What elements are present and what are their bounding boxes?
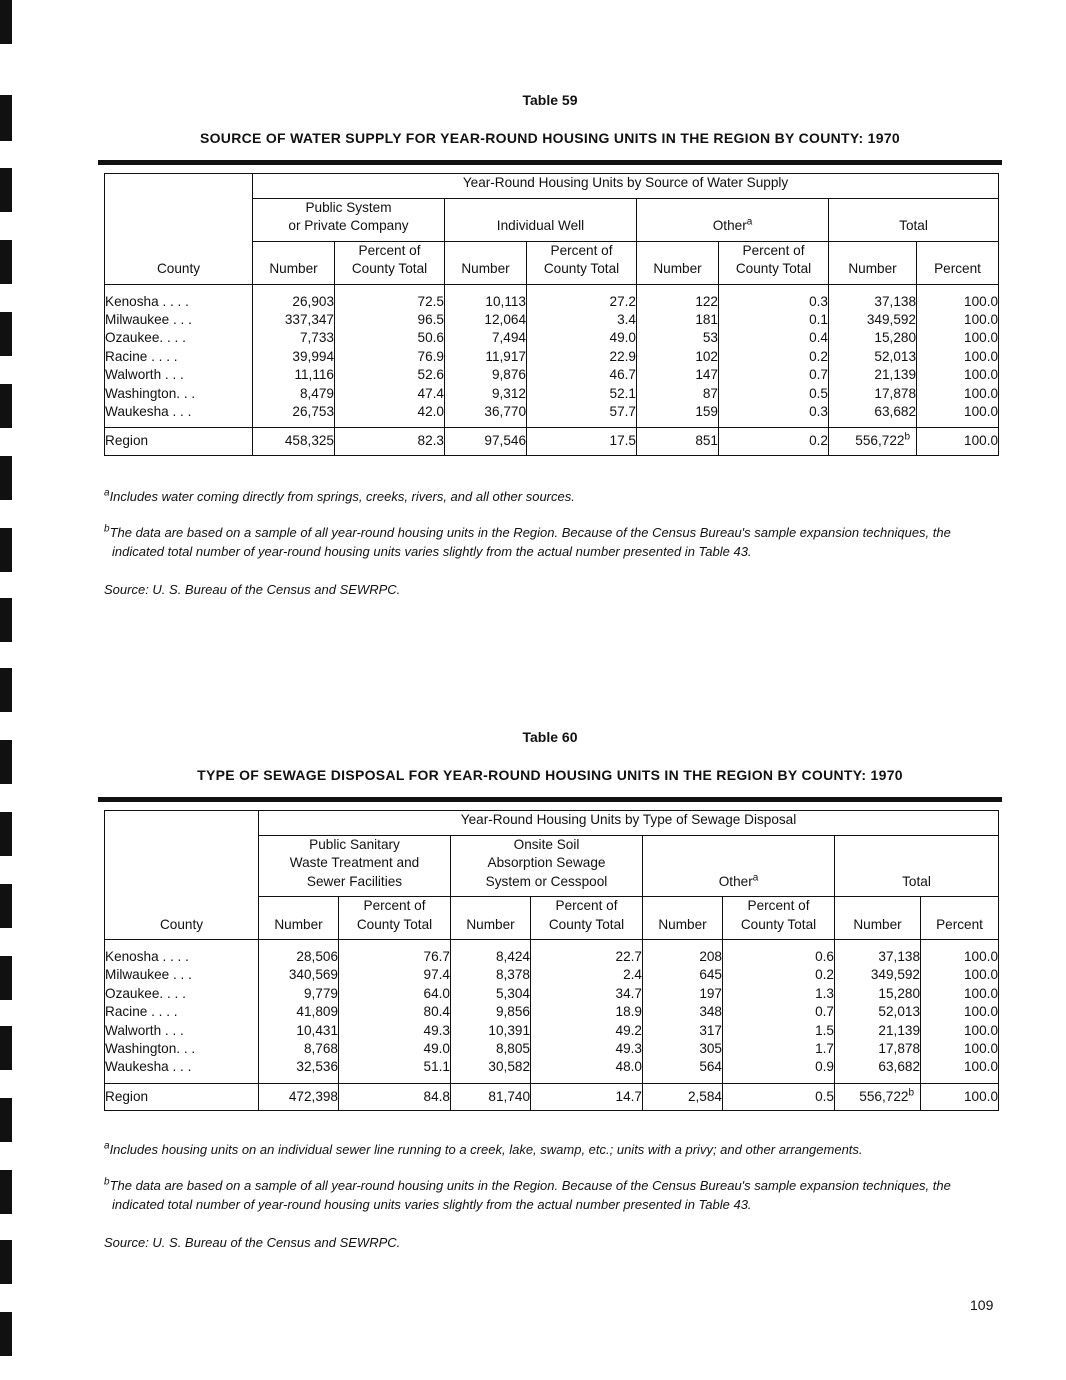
- table-60-label: Table 60: [522, 729, 578, 745]
- col-header-percent-county: Percent of County Total: [339, 897, 451, 940]
- cell-value: 49.0: [527, 329, 637, 347]
- cell-value: 340,569: [259, 966, 339, 984]
- table-60-notes: [104, 1140, 1004, 1252]
- category-header-onsite-soil: Onsite Soil Absorption Sewage System or Cesspool: [451, 835, 643, 897]
- cell-value: 100.0: [921, 1022, 999, 1040]
- cell-value: 0.6: [723, 940, 835, 967]
- cell-value: 17.5: [527, 428, 637, 455]
- col-header-percent-county: Percent of County Total: [723, 897, 835, 940]
- cell-value: 3.4: [527, 311, 637, 329]
- table-row: [105, 1040, 999, 1058]
- cell-value: 17,878: [829, 385, 917, 403]
- table-row: [105, 1058, 999, 1083]
- cell-value: 564: [643, 1058, 723, 1083]
- county-name: Racine . . . .: [105, 1003, 259, 1021]
- cell-value: 8,479: [253, 385, 335, 403]
- cell-value: 100.0: [921, 1040, 999, 1058]
- cell-value: 8,768: [259, 1040, 339, 1058]
- col-header-number: Number: [643, 897, 723, 940]
- col-header-number: Number: [253, 241, 335, 284]
- cell-value: 2.4: [531, 966, 643, 984]
- category-header-total: Total: [835, 835, 999, 897]
- table-60: [98, 729, 1002, 1111]
- cell-value: 208: [643, 940, 723, 967]
- table-row: [105, 366, 999, 384]
- cell-value: 48.0: [531, 1058, 643, 1083]
- cell-value: 348: [643, 1003, 723, 1021]
- table-60-title: TYPE OF SEWAGE DISPOSAL FOR YEAR-ROUND HOUSING UNITS IN THE REGION BY COUNTY: 1970: [197, 767, 903, 783]
- cell-value: 851: [637, 428, 719, 455]
- cell-value: 159: [637, 403, 719, 428]
- cell-value: 26,753: [253, 403, 335, 428]
- cell-value: 100.0: [917, 329, 999, 347]
- category-header-well: Individual Well: [445, 198, 637, 241]
- county-name: Walworth . . .: [105, 366, 253, 384]
- cell-value: 52,013: [835, 1003, 921, 1021]
- cell-value: 0.2: [719, 348, 829, 366]
- cell-value: 30,582: [451, 1058, 531, 1083]
- table-60-grid: [104, 810, 999, 1111]
- cell-value: 52.1: [527, 385, 637, 403]
- cell-value: 1.7: [723, 1040, 835, 1058]
- table-row: [105, 403, 999, 428]
- county-name: Washington. . .: [105, 1040, 259, 1058]
- cell-value: 556,722$^b$: [829, 428, 917, 455]
- col-header-number: Number: [259, 897, 339, 940]
- cell-value: 21,139: [829, 366, 917, 384]
- cell-value: 63,682: [829, 403, 917, 428]
- category-header-other: Other$^a$: [637, 198, 829, 241]
- cell-value: 49.3: [339, 1022, 451, 1040]
- county-name: Kenosha . . . .: [105, 940, 259, 967]
- cell-value: 36,770: [445, 403, 527, 428]
- table-row: [105, 1003, 999, 1021]
- cell-value: 22.9: [527, 348, 637, 366]
- cell-value: 14.7: [531, 1083, 643, 1110]
- category-header-public: Public System or Private Company: [253, 198, 445, 241]
- footnote-a: $^a$Includes water coming directly from springs, creeks, rivers, and all other sources.: [104, 487, 575, 504]
- cell-value: 100.0: [921, 966, 999, 984]
- col-header-percent: Percent: [921, 897, 999, 940]
- cell-value: 100.0: [917, 403, 999, 428]
- cell-value: 34.7: [531, 985, 643, 1003]
- table-59-notes: [104, 487, 1004, 599]
- cell-value: 0.3: [719, 403, 829, 428]
- cell-value: 0.3: [719, 284, 829, 311]
- cell-value: 100.0: [917, 366, 999, 384]
- cell-value: 197: [643, 985, 723, 1003]
- cell-value: 76.7: [339, 940, 451, 967]
- cell-value: 305: [643, 1040, 723, 1058]
- cell-value: 39,994: [253, 348, 335, 366]
- cell-value: 76.9: [335, 348, 445, 366]
- table-row: [105, 940, 999, 967]
- cell-value: 317: [643, 1022, 723, 1040]
- cell-value: 122: [637, 284, 719, 311]
- cell-value: 17,878: [835, 1040, 921, 1058]
- cell-value: 11,116: [253, 366, 335, 384]
- table-row: [105, 284, 999, 311]
- cell-value: 0.2: [719, 428, 829, 455]
- cell-value: 0.1: [719, 311, 829, 329]
- cell-value: 26,903: [253, 284, 335, 311]
- county-name: Racine . . . .: [105, 348, 253, 366]
- cell-value: 0.5: [719, 385, 829, 403]
- category-header-total: Total: [829, 198, 999, 241]
- table-row: [105, 385, 999, 403]
- cell-value: 100.0: [921, 1083, 999, 1110]
- cell-value: 53: [637, 329, 719, 347]
- cell-value: 181: [637, 311, 719, 329]
- cell-value: 87: [637, 385, 719, 403]
- cell-value: 337,347: [253, 311, 335, 329]
- cell-value: 8,378: [451, 966, 531, 984]
- source-note: Source: U. S. Bureau of the Census and SEWRPC.: [104, 1235, 401, 1250]
- cell-value: 0.2: [723, 966, 835, 984]
- cell-value: 9,856: [451, 1003, 531, 1021]
- table-59-rule: [98, 160, 1002, 165]
- cell-value: 556,722$^b$: [835, 1083, 921, 1110]
- cell-value: 49.2: [531, 1022, 643, 1040]
- cell-value: 11,917: [445, 348, 527, 366]
- table-59: [98, 92, 1002, 456]
- footnote-b: $^b$The data are based on a sample of all year-round housing units in the Region. Because of the Census Bureau's sample expansion techniques, the indicated total number of year-round housing units varies slightly from the actual number presented in Table 43.: [104, 523, 951, 559]
- cell-value: 52,013: [829, 348, 917, 366]
- cell-value: 28,506: [259, 940, 339, 967]
- cell-value: 9,779: [259, 985, 339, 1003]
- cell-value: 32,536: [259, 1058, 339, 1083]
- col-header-number: Number: [835, 897, 921, 940]
- county-header: County: [105, 174, 253, 285]
- cell-value: 100.0: [917, 348, 999, 366]
- col-header-percent: Percent: [917, 241, 999, 284]
- county-header: County: [105, 811, 259, 940]
- cell-value: 9,312: [445, 385, 527, 403]
- cell-value: 41,809: [259, 1003, 339, 1021]
- cell-value: 15,280: [835, 985, 921, 1003]
- cell-value: 100.0: [917, 385, 999, 403]
- cell-value: 46.7: [527, 366, 637, 384]
- cell-value: 18.9: [531, 1003, 643, 1021]
- category-header-public-sanitary: Public Sanitary Waste Treatment and Sewer Facilities: [259, 835, 451, 897]
- cell-value: 10,113: [445, 284, 527, 311]
- region-total-row: [105, 1083, 999, 1110]
- table-row: [105, 1022, 999, 1040]
- cell-value: 51.1: [339, 1058, 451, 1083]
- cell-value: 1.5: [723, 1022, 835, 1040]
- county-name: Milwaukee . . .: [105, 311, 253, 329]
- cell-value: 102: [637, 348, 719, 366]
- cell-value: 37,138: [835, 940, 921, 967]
- source-note: Source: U. S. Bureau of the Census and SEWRPC.: [104, 582, 401, 597]
- binding-margin-marks: [0, 0, 14, 1380]
- county-name: Milwaukee . . .: [105, 966, 259, 984]
- county-name: Waukesha . . .: [105, 403, 253, 428]
- cell-value: 349,592: [835, 966, 921, 984]
- cell-value: 0.5: [723, 1083, 835, 1110]
- table-59-label: Table 59: [522, 92, 578, 108]
- table-59-title: SOURCE OF WATER SUPPLY FOR YEAR-ROUND HOUSING UNITS IN THE REGION BY COUNTY: 1970: [199, 130, 901, 146]
- cell-value: 96.5: [335, 311, 445, 329]
- cell-value: 52.6: [335, 366, 445, 384]
- county-name: Washington. . .: [105, 385, 253, 403]
- cell-value: 57.7: [527, 403, 637, 428]
- col-header-number: Number: [829, 241, 917, 284]
- county-name: Kenosha . . . .: [105, 284, 253, 311]
- col-header-percent-county: Percent of County Total: [335, 241, 445, 284]
- cell-value: 100.0: [921, 940, 999, 967]
- cell-value: 8,424: [451, 940, 531, 967]
- cell-value: 37,138: [829, 284, 917, 311]
- cell-value: 349,592: [829, 311, 917, 329]
- footnote-b: $^b$The data are based on a sample of all year-round housing units in the Region. Because of the Census Bureau's sample expansion techniques, the indicated total number of year-round housing units varies slightly from the actual number presented in Table 43.: [104, 1176, 951, 1212]
- cell-value: 49.0: [339, 1040, 451, 1058]
- cell-value: 81,740: [451, 1083, 531, 1110]
- footnote-a: $^a$Includes housing units on an individual sewer line running to a creek, lake, swamp, etc.; units with a privy; and other arrangements.: [104, 1140, 863, 1157]
- region-label: Region: [105, 1083, 259, 1110]
- table-row: [105, 985, 999, 1003]
- group-header: Year-Round Housing Units by Source of Water Supply: [253, 174, 999, 199]
- cell-value: 49.3: [531, 1040, 643, 1058]
- cell-value: 22.7: [531, 940, 643, 967]
- cell-value: 15,280: [829, 329, 917, 347]
- region-total-row: [105, 428, 999, 455]
- col-header-number: Number: [637, 241, 719, 284]
- cell-value: 10,391: [451, 1022, 531, 1040]
- cell-value: 12,064: [445, 311, 527, 329]
- col-header-number: Number: [445, 241, 527, 284]
- cell-value: 100.0: [917, 284, 999, 311]
- cell-value: 100.0: [921, 1058, 999, 1083]
- cell-value: 0.9: [723, 1058, 835, 1083]
- region-label: Region: [105, 428, 253, 455]
- cell-value: 97.4: [339, 966, 451, 984]
- cell-value: 64.0: [339, 985, 451, 1003]
- cell-value: 5,304: [451, 985, 531, 1003]
- cell-value: 27.2: [527, 284, 637, 311]
- col-header-number: Number: [451, 897, 531, 940]
- cell-value: 147: [637, 366, 719, 384]
- cell-value: 2,584: [643, 1083, 723, 1110]
- cell-value: 8,805: [451, 1040, 531, 1058]
- cell-value: 84.8: [339, 1083, 451, 1110]
- cell-value: 472,398: [259, 1083, 339, 1110]
- cell-value: 82.3: [335, 428, 445, 455]
- table-60-rule: [98, 797, 1002, 802]
- cell-value: 7,494: [445, 329, 527, 347]
- category-header-other: Other$^a$: [643, 835, 835, 897]
- county-name: Ozaukee. . . .: [105, 329, 253, 347]
- cell-value: 72.5: [335, 284, 445, 311]
- table-row: [105, 348, 999, 366]
- cell-value: 63,682: [835, 1058, 921, 1083]
- county-name: Ozaukee. . . .: [105, 985, 259, 1003]
- cell-value: 0.4: [719, 329, 829, 347]
- cell-value: 9,876: [445, 366, 527, 384]
- group-header: Year-Round Housing Units by Type of Sewage Disposal: [259, 811, 999, 836]
- cell-value: 42.0: [335, 403, 445, 428]
- county-name: Waukesha . . .: [105, 1058, 259, 1083]
- cell-value: 21,139: [835, 1022, 921, 1040]
- cell-value: 0.7: [723, 1003, 835, 1021]
- cell-value: 7,733: [253, 329, 335, 347]
- col-header-percent-county: Percent of County Total: [531, 897, 643, 940]
- cell-value: 100.0: [917, 428, 999, 455]
- cell-value: 645: [643, 966, 723, 984]
- cell-value: 458,325: [253, 428, 335, 455]
- col-header-percent-county: Percent of County Total: [527, 241, 637, 284]
- cell-value: 100.0: [917, 311, 999, 329]
- table-row: [105, 966, 999, 984]
- table-59-grid: [104, 173, 999, 456]
- cell-value: 80.4: [339, 1003, 451, 1021]
- page-number: 109: [970, 1297, 994, 1313]
- cell-value: 10,431: [259, 1022, 339, 1040]
- cell-value: 0.7: [719, 366, 829, 384]
- cell-value: 1.3: [723, 985, 835, 1003]
- cell-value: 100.0: [921, 1003, 999, 1021]
- cell-value: 100.0: [921, 985, 999, 1003]
- county-name: Walworth . . .: [105, 1022, 259, 1040]
- col-header-percent-county: Percent of County Total: [719, 241, 829, 284]
- cell-value: 97,546: [445, 428, 527, 455]
- table-row: [105, 311, 999, 329]
- table-row: [105, 329, 999, 347]
- cell-value: 50.6: [335, 329, 445, 347]
- cell-value: 47.4: [335, 385, 445, 403]
